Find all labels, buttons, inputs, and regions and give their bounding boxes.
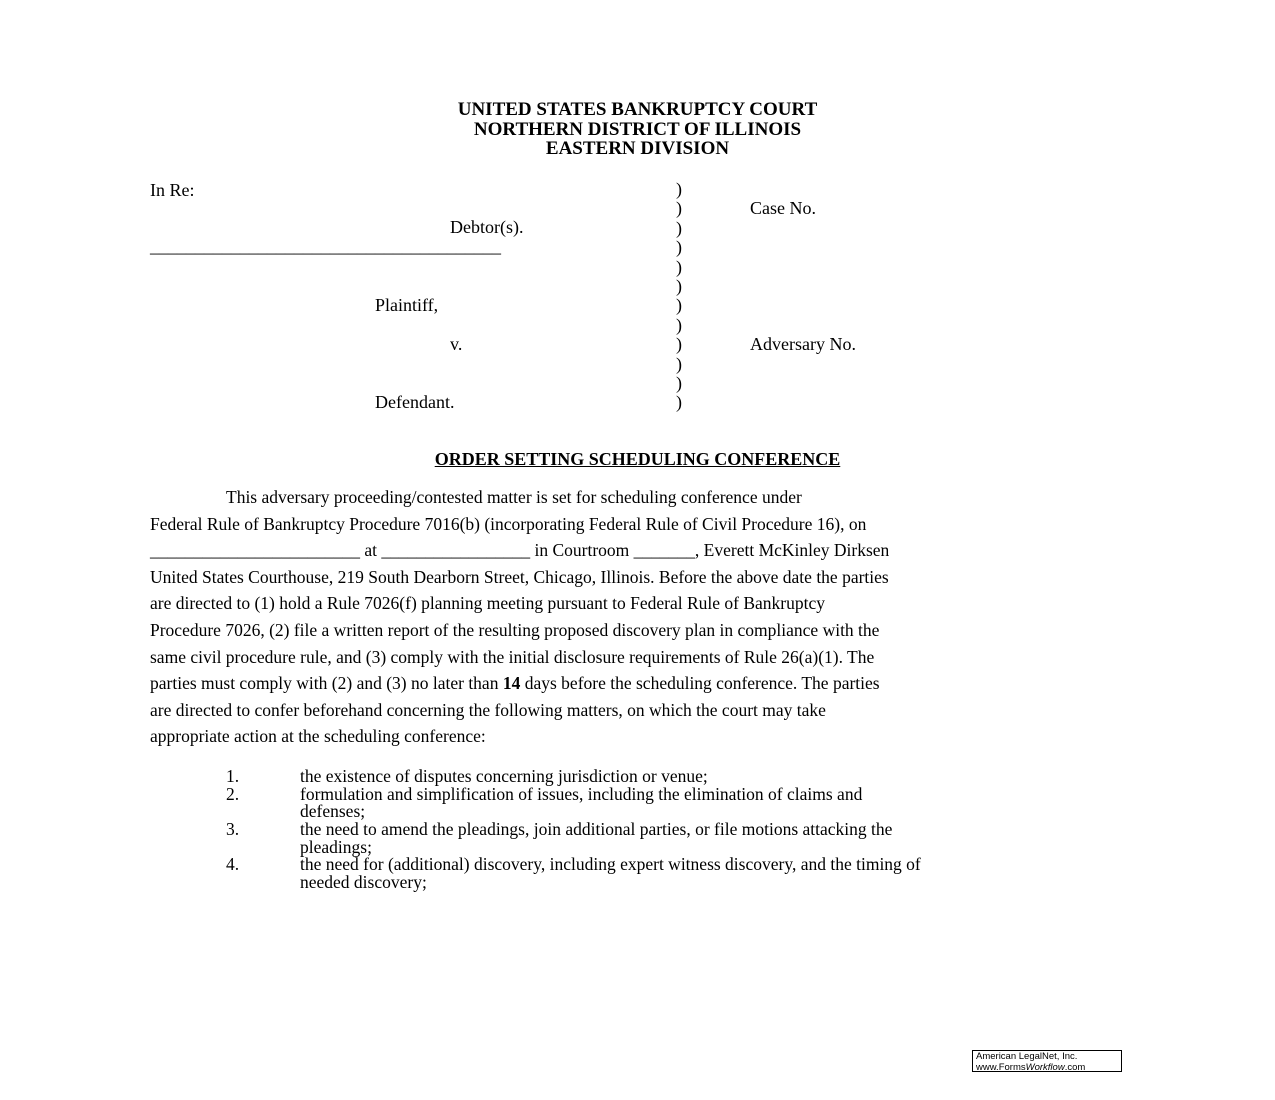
debtors-label: Debtor(s). [450,217,524,237]
caption-separator-line: _______________________________________ [150,236,501,256]
list-item-number: 1. [226,766,240,786]
caption-paren: ) [676,217,682,238]
list-item-number: 3. [226,819,240,839]
body-line-text: days before the scheduling conference. The parties [520,673,880,694]
defendant-label: Defendant. [375,392,455,412]
list-item-text: formulation and simplification of issues, including the elimination of claims and [300,783,863,804]
caption-paren: ) [676,179,682,199]
caption-paren: ) [676,334,682,355]
body-line [150,670,1140,697]
caption-parenthesis-column [676,180,682,413]
publisher-url [976,1063,1121,1074]
body-line: same civil procedure rule, and (3) comply with the initial disclosure requirements of Rule 26(a)(1). The [150,646,875,667]
list-item-number: 4. [226,854,240,874]
body-line: Federal Rule of Bankruptcy Procedure 7016(b) (incorporating Federal Rule of Civil Procedure 16), on [150,513,867,534]
body-line: ________________________ at _________________ in Courtroom _______, Everett McKinley Dirksen [150,540,890,561]
body-line: are directed to confer beforehand concerning the following matters, on which the court may take [150,699,826,720]
caption-paren: ) [676,392,682,413]
publisher-name: American LegalNet, Inc. [976,1051,1078,1062]
publisher-url-text: Workflow [1025,1061,1065,1073]
body-line: United States Courthouse, 219 South Dearborn Street, Chicago, Illinois. Before the above date the parties [150,566,889,587]
publisher-stamp [972,1050,1122,1072]
list-item-text: needed discovery; [300,871,427,892]
list-item-text: the existence of disputes concerning jurisdiction or venue; [300,766,708,786]
order-body [150,484,1140,750]
deadline-days: 14 [502,673,521,694]
list-item-number: 2. [226,783,240,804]
body-line: appropriate action at the scheduling conference: [150,726,486,747]
list-item-text: the need for (additional) discovery, including expert witness discovery, and the timing of [300,854,921,874]
publisher-url-text: .com [1064,1061,1086,1073]
order-title: ORDER SETTING SCHEDULING CONFERENCE [434,449,841,469]
caption-paren: ) [676,373,682,394]
adversary-number-label: Adversary No. [750,334,856,354]
caption-paren: ) [676,353,682,374]
caption-paren: ) [676,237,682,258]
caption-paren: ) [676,276,682,297]
list-item-text: defenses; [300,801,366,822]
list-item-text: pleadings; [300,836,372,857]
court-header [0,100,1275,159]
caption-paren: ) [676,256,682,277]
caption-paren: ) [676,198,682,219]
body-line-text: parties must comply with (2) and (3) no later than [150,673,503,694]
case-number-label: Case No. [750,198,816,218]
court-division: EASTERN DIVISION [545,138,730,159]
versus-label: v. [450,334,463,354]
body-line: are directed to (1) hold a Rule 7026(f) planning meeting pursuant to Federal Rule of Bankruptcy [150,593,826,614]
plaintiff-label: Plaintiff, [375,295,439,315]
in-re-label: In Re: [150,180,195,200]
publisher-url-text: www.Forms [976,1061,1026,1073]
court-district: NORTHERN DISTRICT OF ILLINOIS [473,118,802,140]
body-line: This adversary proceeding/contested matter is set for scheduling conference under [226,487,802,507]
list-item-text: the need to amend the pleadings, join additional parties, or file motions attacking the [300,819,893,839]
body-line: Procedure 7026, (2) file a written report of the resulting proposed discovery plan in compliance with the [150,619,880,640]
caption-paren: ) [676,295,682,316]
caption-paren: ) [676,314,682,335]
court-name: UNITED STATES BANKRUPTCY COURT [457,99,818,120]
